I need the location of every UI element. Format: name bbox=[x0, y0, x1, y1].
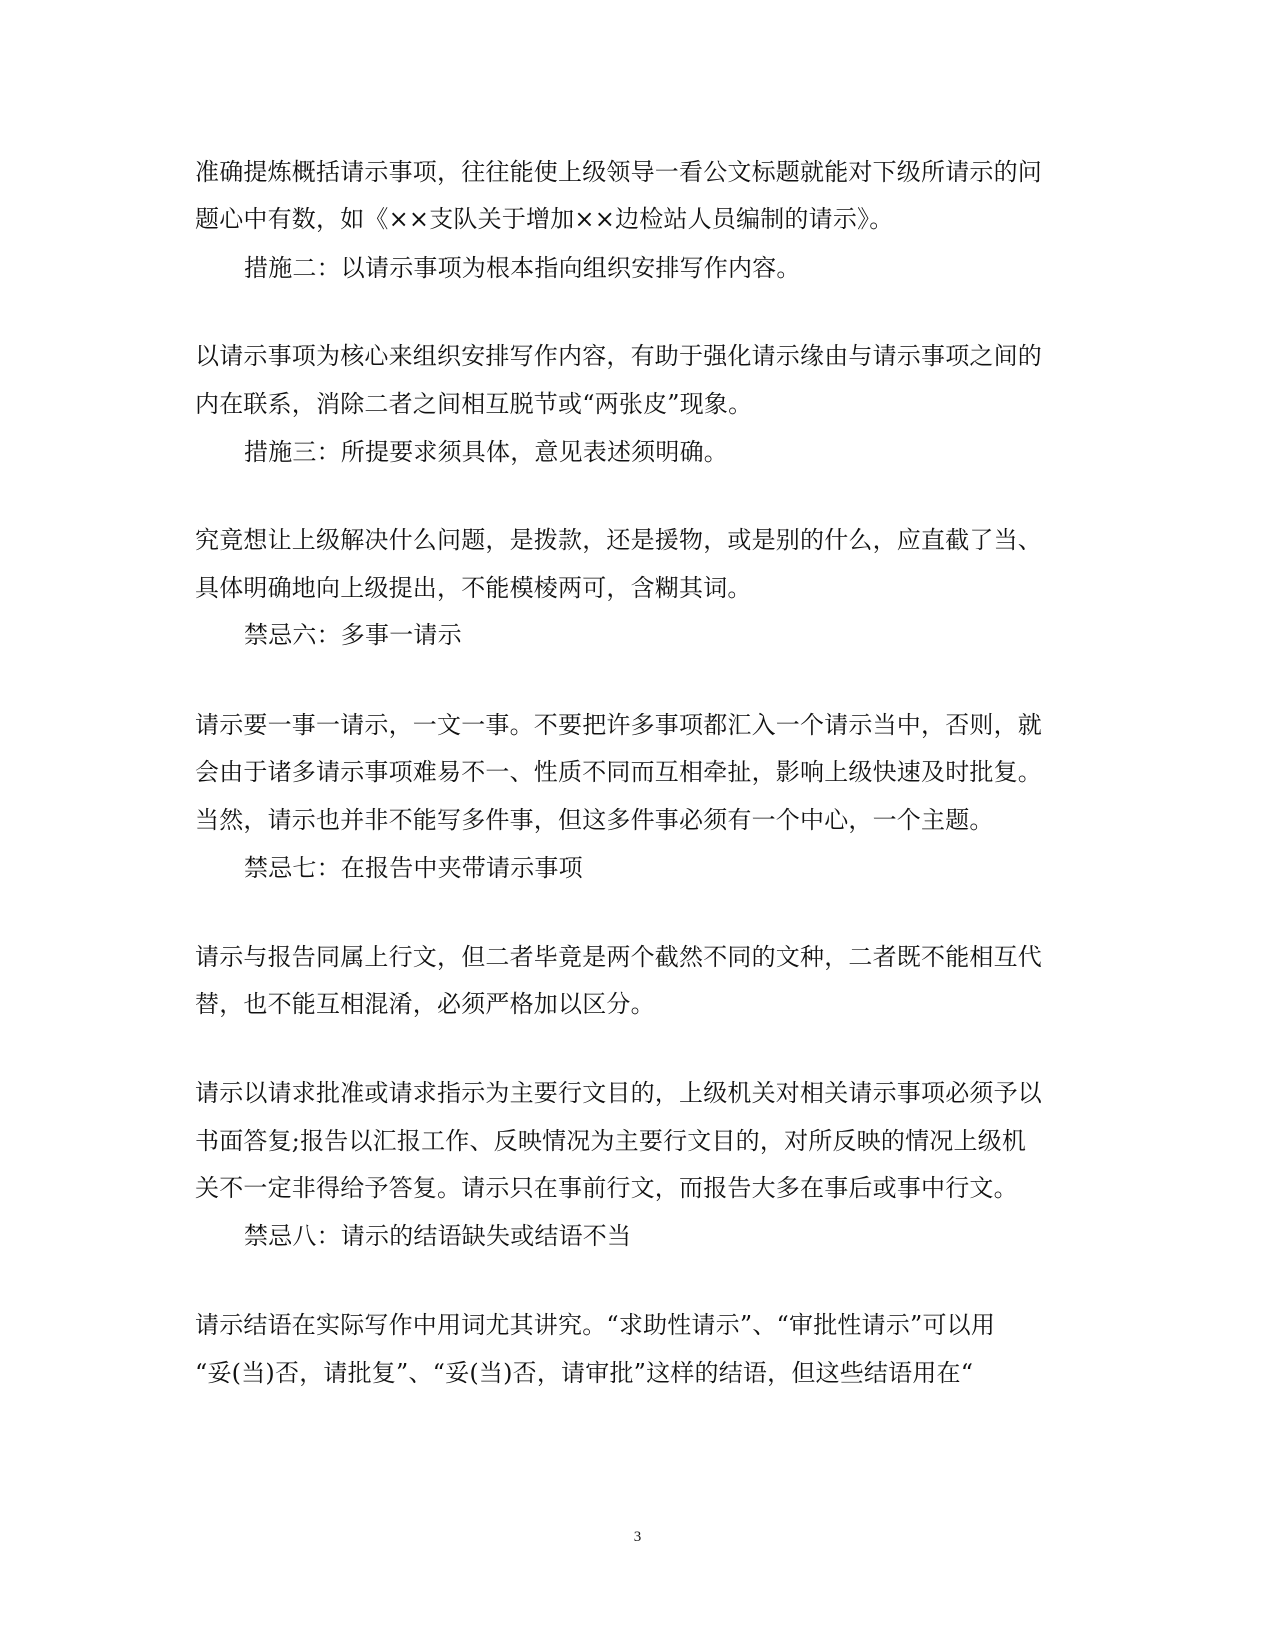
paragraph-line: 请示要一事一请示，一文一事。不要把许多事项都汇入一个请示当中，否则，就 bbox=[195, 711, 1042, 739]
paragraph-line: 具体明确地向上级提出，不能模棱两可，含糊其词。 bbox=[195, 574, 752, 602]
paragraph-line: 究竟想让上级解决什么问题，是拨款，还是援物，或是别的什么，应直截了当、 bbox=[195, 526, 1042, 554]
paragraph-line: 关不一定非得给予答复。请示只在事前行文，而报告大多在事后或事中行文。 bbox=[195, 1174, 1018, 1202]
section-heading: 禁忌七：在报告中夹带请示事项 bbox=[244, 854, 583, 882]
section-heading: 措施二：以请示事项为根本指向组织安排写作内容。 bbox=[244, 254, 801, 282]
section-heading: 措施三：所提要求须具体，意见表述须明确。 bbox=[244, 438, 728, 466]
paragraph-line: 请示与报告同属上行文，但二者毕竟是两个截然不同的文种，二者既不能相互代 bbox=[195, 943, 1042, 971]
paragraph-line: 书面答复;报告以汇报工作、反映情况为主要行文目的，对所反映的情况上级机 bbox=[195, 1127, 1027, 1155]
paragraph-line: 请示结语在实际写作中用词尤其讲究。“求助性请示”、“审批性请示”可以用 bbox=[195, 1311, 996, 1339]
section-heading: 禁忌六：多事一请示 bbox=[244, 621, 462, 649]
paragraph-line: 内在联系，消除二者之间相互脱节或“两张皮”现象。 bbox=[195, 390, 753, 418]
section-heading: 禁忌八：请示的结语缺失或结语不当 bbox=[244, 1222, 632, 1250]
paragraph-line: “妥(当)否，请批复”、“妥(当)否，请审批”这样的结语，但这些结语用在“ bbox=[195, 1359, 974, 1387]
paragraph-line: 题心中有数，如《××支队关于增加××边检站人员编制的请示》。 bbox=[195, 205, 894, 233]
paragraph-line: 请示以请求批准或请求指示为主要行文目的，上级机关对相关请示事项必须予以 bbox=[195, 1079, 1042, 1107]
paragraph-line: 准确提炼概括请示事项，往往能使上级领导一看公文标题就能对下级所请示的问 bbox=[195, 158, 1042, 186]
paragraph-line: 当然，请示也并非不能写多件事，但这多件事必须有一个中心，一个主题。 bbox=[195, 806, 994, 834]
paragraph-line: 替，也不能互相混淆，必须严格加以区分。 bbox=[195, 990, 655, 1018]
paragraph-line: 以请示事项为核心来组织安排写作内容，有助于强化请示缘由与请示事项之间的 bbox=[195, 342, 1042, 370]
page-number: 3 bbox=[633, 1529, 642, 1545]
paragraph-line: 会由于诸多请示事项难易不一、性质不同而互相牵扯，影响上级快速及时批复。 bbox=[195, 758, 1042, 786]
